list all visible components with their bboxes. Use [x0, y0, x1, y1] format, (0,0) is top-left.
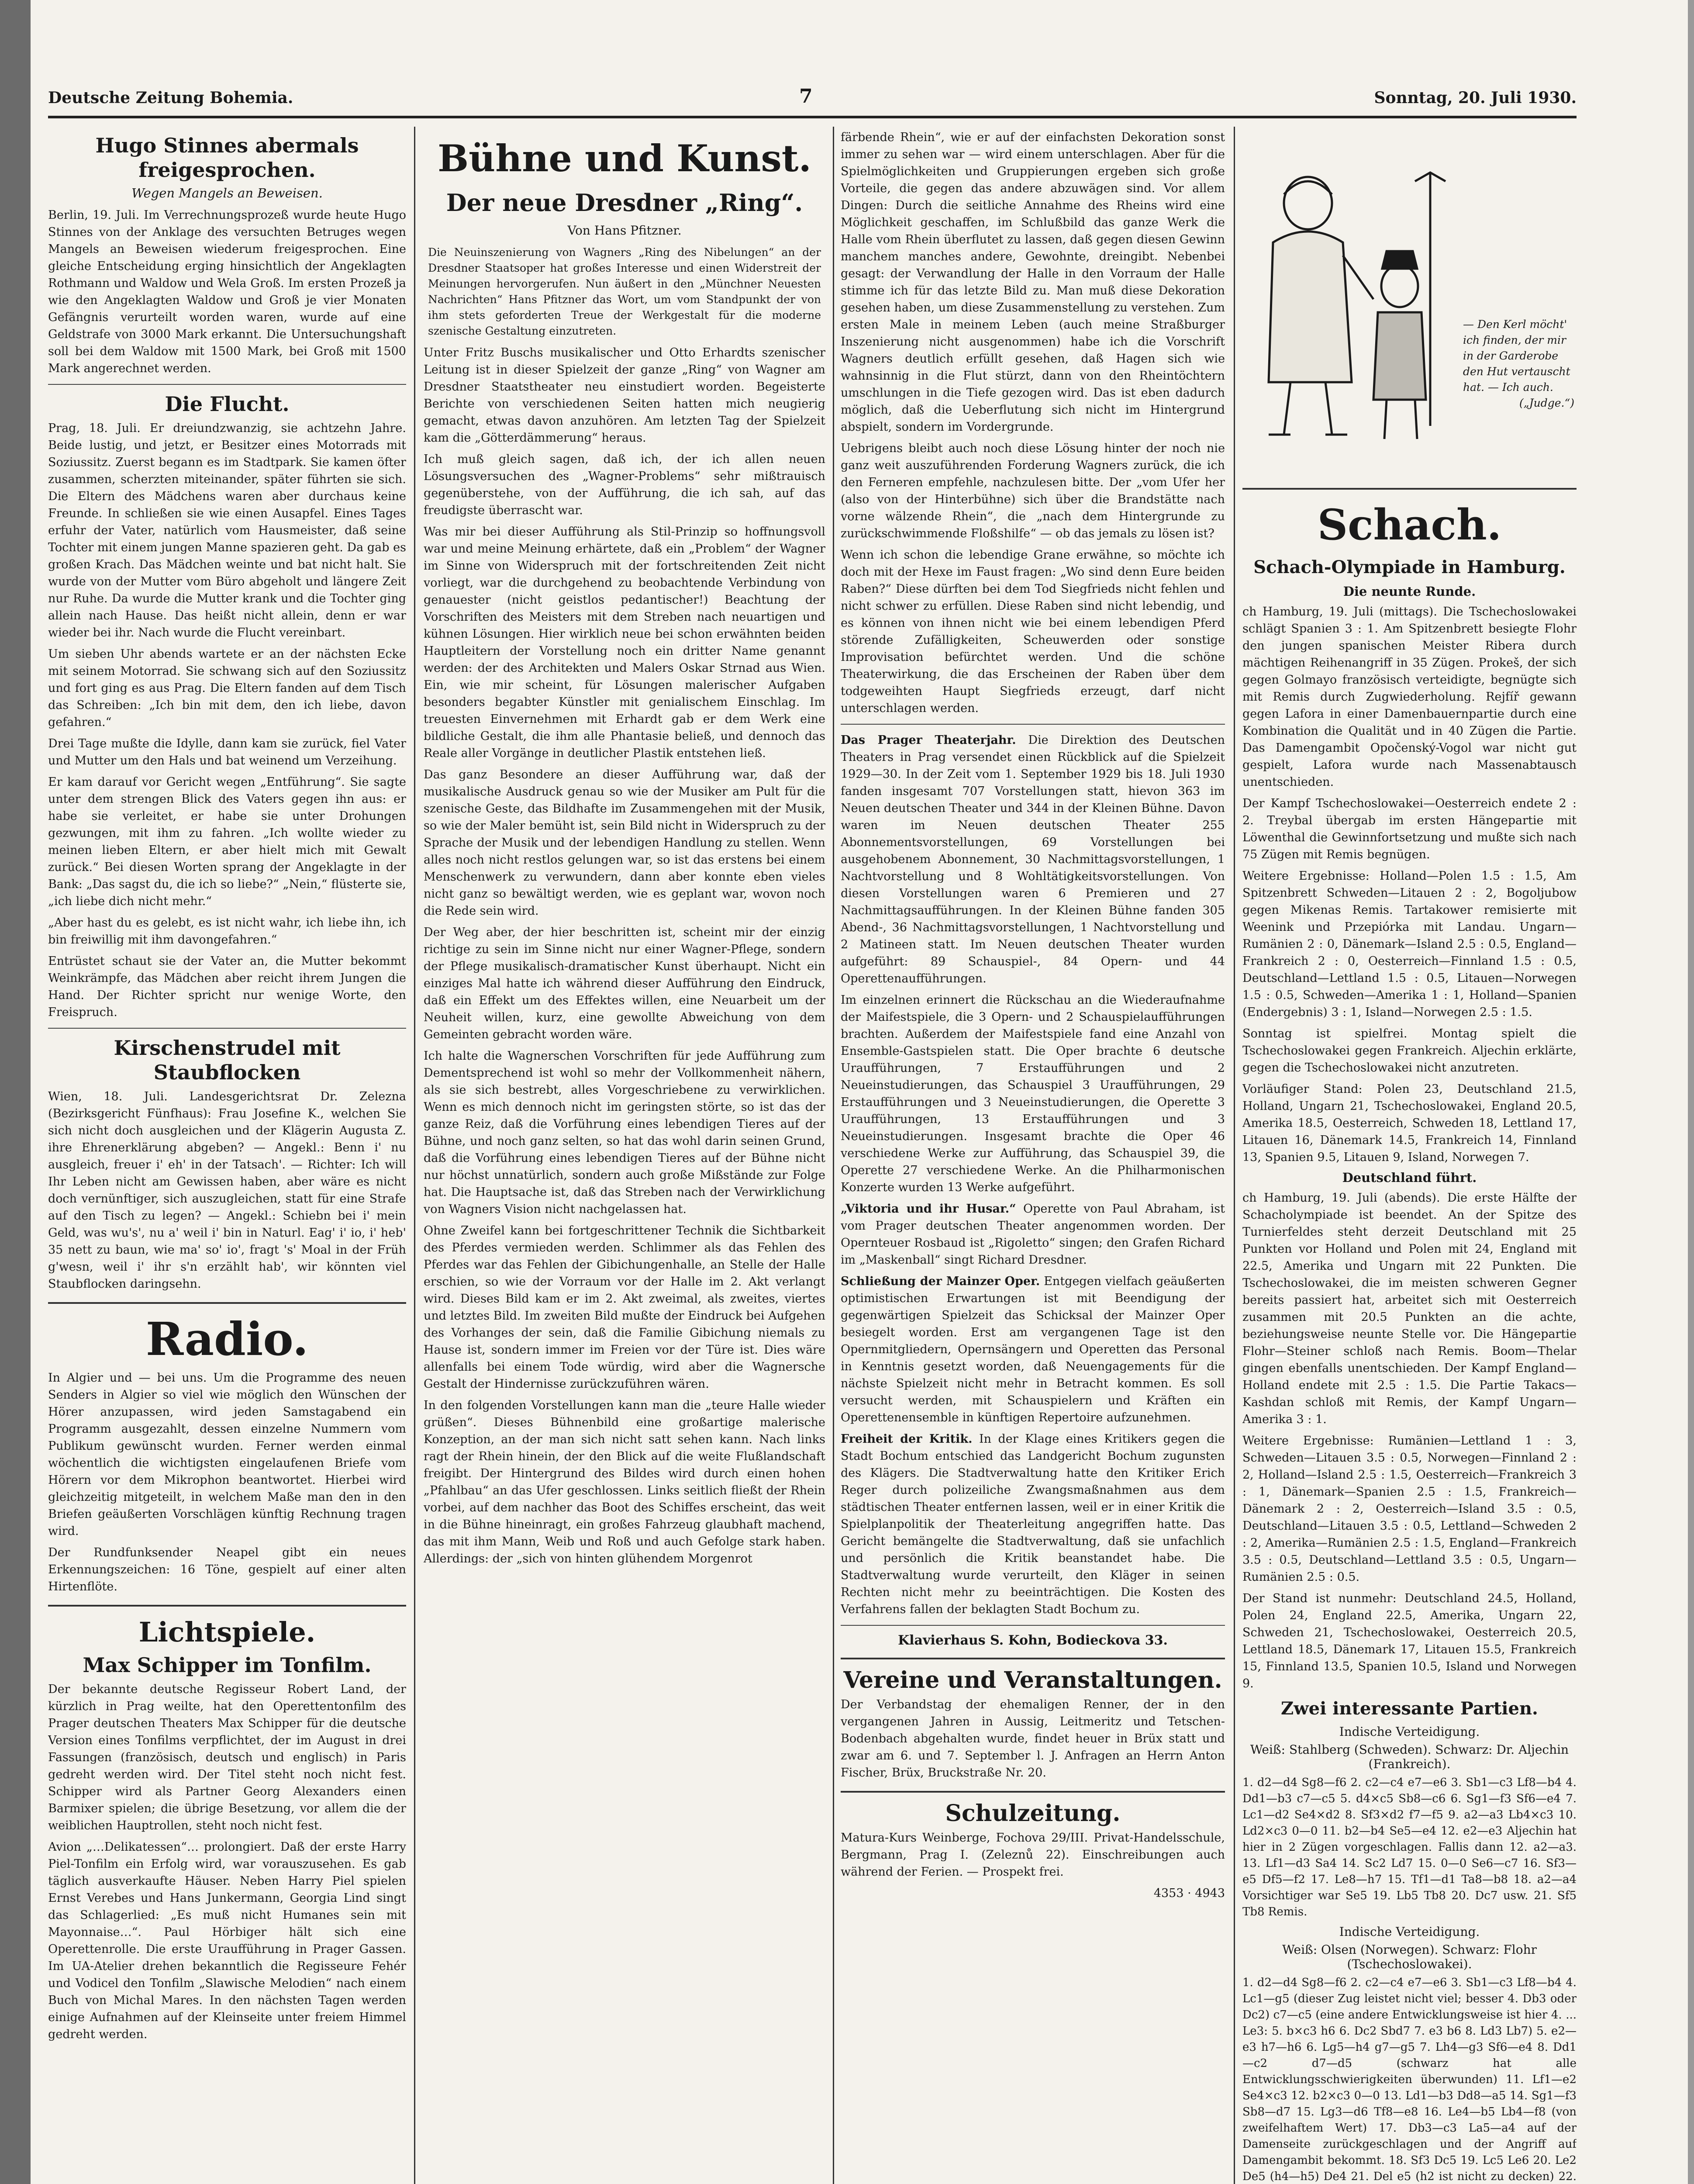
game-moves: 1. d2—d4 Sg8—f6 2. c2—c4 e7—e6 3. Sb1—c3 Lf8—b4 4. Lc1—g5 (dieser Zug leistet nicht viel; besser 4. Db3 oder Dc2) c7—c5 (eine andere Entwicklungsweise ist hier 4. ... Le3: 5. b×c3 h6 6. Dc2 Sbd7 7. e3 b6 8. Ld3 Lb7) 5. e2—e3 h7—h6 6. Lg5—h4 g7—g5 7. Lh4—g3 Sf6—e4 8. Dd1—c2 d7—d5 (schwarz hat alle Entwicklungsschwierigkeiten überwunden) 11. Lf1—e2 Se4×c3 12. b2×c3 0—0 13. Ld1—b3 Dd8—a5 14. Sg1—f3 Sb8—d7 15. Lg3—d6 Tf8—e8 16. Le4—b5 Lb4—f8 (von zweifelhaftem Wert) 17. Db3—c3 La5—a4 auf der Damenseite zurückgeschlagen und der Angriff auf Damengambit bekommt. 18. Sf3 Dc5 19. Lc5 Le6 20. Le2 De5 (h4—h5) De4 21. Del e5 (h2 ist nicht zu decken) 22.	[1242, 1976, 1577, 2183]
news-text: Entgegen vielfach geäußerten optimistischen Erwartungen ist mit Beendigung der gegenwärtigen Spielzeit das Schicksal der Mainzer Oper besiegelt worden. Erst am vergangenen Tage ist den Opernmitgliedern, Opernsängern und Operetten das Personal in Kenntnis gesetzt worden, daß Neuengagements für die nächste Spielzeit nicht mehr in Betracht kommen. Es soll versucht werden, mit Schauspielern und Kräften ein Operettenensemble in künftigen Repertoire aufzunehmen.	[841, 1275, 1225, 1424]
article-text: Wenn ich schon die lebendige Grane erwähne, so möchte ich doch mit der Hexe im Faust fragen: „Wo sind denn Eure beiden Raben?“ Diese dürften bei dem Tod Siegfrieds nicht fehlen und nicht schwer zu erfüllen. Diese Raben sind nicht lebendig, und es können von ihnen nicht wie bei einem lebendigen Pferd störende Zufälligkeiten, Scheuwerden oder sonstige Improvisation befürchtet werden. Und die schöne Theaterwirkung, die das Erscheinen der Raben über dem todgeweihten Haupt Siegfrieds erzeugt, darf nicht unterschlagen werden.	[841, 548, 1225, 715]
article-text: ch Hamburg, 19. Juli (mittags). Die Tschechoslowakei schlägt Spanien 3 : 1. Am Spitzenbrett besiegte Flohr den jungen spanischen Meister Ribera durch mächtigen Reihenangriff in 35 Zügen. Prokeš, der sich gegen Golmayo französisch verteidigte, begnügte sich mit Remis durch Zugwiederholung. Rejfíř gewann gegen Lafora in einer Damenbauernpartie durch eine Kombination die Qualität und in 40 Zügen die Partie. Das Damengambit Opočenský-Vogol war nicht gut gespielt, Lafora wurde nach Massenabtausch unentschieden.	[1242, 605, 1577, 789]
article-text: ch Hamburg, 19. Juli (abends). Die erste Hälfte der Schacholympiade ist beendet. An der Spitze des Turnierfeldes steht derzeit Deutschland mit 25 Punkten vor Holland und Polen mit 24, England mit 22.5, Amerika und Ungarn mit 22 Punkten. Die Tschechoslowakei, die im meisten schweren Gegner bereits passiert hat, arbeitet sich mit Oesterreich zusammen mit 20.5 Punkten an die achte, beziehungsweise neunte Stelle vor. Die Hängepartie Flohr—Steiner schloß nach Remis. Boom—Thelar gingen ebenfalls unentschieden. Der Kampf England—Holland endete mit 2.5 : 1.5. Die Partie Takacs—Kashdan schloß mit Remis, der Kampf Ungarn—Amerika 3 : 1.	[1242, 1191, 1577, 1426]
article-subtitle: Deutschland führt.	[1342, 1170, 1477, 1185]
article-text: In den folgenden Vorstellungen kann man die „teure Halle wieder grüßen“. Dieses Bühnenbild eine großartige malerische Konzeption, an der man sich nicht satt sehen kann. Nach links ragt der Rhein hinein, der den Blick auf die weite Flußlandschaft freigibt. Der Hintergrund des Bildes wird durch einen hohen „Pfahlbau“ an das Ufer geschlossen. Links seitlich fließt der Rhein vorbei, auf dem nachher das Boot des Schiffes erscheint, das weit in die Bühne hineinragt, ein großes Fahrzeug glaubhaft machend, das mit ihm Mann, Weib und Roß und auch Gefolge stark haben. Allerdings: der „sich von hinten glühendem Morgenrot	[424, 1399, 825, 1565]
game-moves: 1. d2—d4 Sg8—f6 2. c2—c4 e7—e6 3. Sb1—c3 Lf8—b4 4. Dd1—b3 c7—c5 5. d4×c5 Sb8—c6 6. Sg1—f3 Sf6—e4 7. Lc1—d2 Se4×d2 8. Sf3×d2 f7—f5 9. a2—a3 Lb4×c3 10. Ld2×c3 0—0 11. b2—b4 Se5—e4 12. e2—e3 Aljechin hat hier in 2 Zügen vorgeschlagen. Fallis dann 12. a2—a3. 13. Lf1—d3 Sa4 14. Sc2 Ld7 15. 0—0 Se6—c7 16. Sf3—e5 Df5—f2 17. Le8—h7 15. Tf1—d1 Ta8—b8 18. a2—a4 Vorsichtiger war Se5 19. Lb5 Tb8 20. Dc7 usw. 21. Sf5 Tb8 Remis.	[1242, 1776, 1577, 1918]
article-text: In Algier und — bei uns. Um die Programme des neuen Senders in Algier so viel wie möglich den Wünschen der Hörer anzupassen, wird jeden Samstagabend ein Programm ausgezahlt, dessen einzelne Nummern vom Publikum gewünscht wurden. Ferner werden einmal wöchentlich die wichtigsten eingelaufenen Briefe vom Hörern vor dem Mikrophon beantwortet. Hierbei wird gleichzeitig mitgeteilt, in welchem Maße man den in den Briefen geäußerten Vorschlägen künftig Rechnung tragen wird.	[48, 1371, 406, 1538]
cartoon	[1242, 155, 1577, 478]
article-text: Der Rundfunksender Neapel gibt ein neues Erkennungszeichen: 16 Töne, gespielt auf einer alten Hirtenflöte.	[48, 1546, 406, 1593]
section-title-radio: Radio.	[145, 1312, 309, 1366]
column-1	[48, 129, 406, 2184]
man-head-icon	[1381, 265, 1418, 307]
article-subtitle: Die neunte Runde.	[1343, 584, 1476, 599]
article-text: Berlin, 19. Juli. Im Verrechnungsprozeß wurde heute Hugo Stinnes von der Anklage des versuchten Betruges wegen Mangels an Beweisen wiederum freigesprochen. Eine gleiche Entscheidung erging hinsichtlich der Angeklagten Rothmann und Waldow und Wela Groß. Im ersten Prozeß ja wie den Angeklagten Waldow und Groß je vier Monaten Gefängnis verurteilt worden waren, wurde auf eine Geldstrafe von 3000 Mark erkannt. Die Untersuchungshaft soll bei dem Waldow mit 1500 Mark, bei Groß mit 1500 Mark angerechnet werden.	[48, 208, 406, 375]
divider	[48, 384, 406, 385]
news-text: Operette von Paul Abraham, ist vom Prager deutschen Theater angenommen worden. Der Opernteuer Rosbaud ist „Rigoletto“ singen; den Grafen Richard im „Maskenball“ singt Richard Dresdner.	[841, 1202, 1225, 1267]
article-text: Weitere Ergebnisse: Holland—Polen 1.5 : 1.5, Am Spitzenbrett Schweden—Litauen 2 : 2, Bogoljubow gegen Mikenas Remis. Tartakower remisierte mit Weenink und Przepiórka mit Landau. Ungarn—Rumänien 2 : 0, Dänemark—Island 2.5 : 0.5, England—Frankreich 2 : 0, Oesterreich—Finnland 1.5 : 0.5, Deutschland—Lettland 1.5 : 0.5, Litauen—Norwegen 1.5 : 0.5, Schweden—Amerika 1 : 1, Holland—Spanien (Endergebnis) 3 : 1, Island—Norwegen 2.5 : 1.5.	[1242, 869, 1577, 1019]
article-title: Hugo Stinnes abermals freigesprochen.	[95, 134, 359, 182]
column-4	[1242, 129, 1577, 2184]
game-opening: Indische Verteidigung.	[1339, 1925, 1480, 1939]
article-title: Kirschenstrudel mit Staubflocken	[114, 1036, 341, 1084]
column-rule	[414, 127, 415, 2184]
news-text: In der Klage eines Kritikers gegen die Stadt Bochum entschied das Landgericht Bochum zugunsten des Klägers. Die Stadtverwaltung hatte den Kritiker Erich Reger durch polizeiliche Zwangsmaßnahmen aus dem städtischen Theater entfernen lassen, weil er in einer Kritik die Spielplanpolitik der Theaterleitung angegriffen hatte. Das Gericht bemängelte die Stadtverwaltung, daß sie unfachlich und persönlich die Kritik beanstandet habe. Die Stadtverwaltung wurde verurteilt, den Kläger in seinen Rechten nicht mehr zu beeinträchtigen. Die Kosten des Verfahrens fallen der beklagten Stadt Bochum zu.	[841, 1432, 1225, 1616]
divider	[841, 1658, 1225, 1659]
article-text: Prag, 18. Juli. Er dreiundzwanzig, sie achtzehn Jahre. Beide lustig, und jetzt, er Besitzer eines Motorrads mit Soziussitz. Zuerst begann es im Stadtpark. Sie kamen öfter zusammen, scherzten miteinander, später führten sie sich. Die Eltern des Mädchens waren aber durchaus keine Freunde. In schließen sie wie einen Ausapfel. Eines Tages erfuhr der Vater, natürlich vom Hausmeister, daß seine Tochter mit einem jungen Manne spazieren geht. Da gab es großen Krach. Das Mädchen weinte und bat nicht halt. Sie wurde von der Mutter vom Büro abgeholt und längere Zeit nur Ruhe. Da wurde die Mutter krank und die Tochter ging allein nach Hause. Das heißt nicht allein, denn er war wieder bei ihr. Nach wurde die Flucht vereinbart.	[48, 422, 406, 639]
article-text: Wien, 18. Juli. Landesgerichtsrat Dr. Zelezna (Bezirksgericht Fünfhaus): Frau Josefine K., welchen Sie sich nicht doch ausgleichen und der Klägerin Augusta Z. ihre Ehrenerklärung abgeben? — Angekl.: Benn i' nu ausgleich, freuer i' eh' in der Tatsach'. — Richter: Ich will Ihr Leben nicht am Gewissen haben, aber wäre es nicht doch vernünftiger, sich auszugleichen, statt für eine Strafe auf den Tisch zu legen? — Angekl.: Schiebn bei i' mein Geld, was wu's', nu a' weil i' bin in Naturl. Eag' i' io, i' heb' 35 nett zu baun, wie ma' so' io', fragt 's' Moal in der Früh g'wesn, weil i' ihr s'n erzählt hab', wir könnten viel Staubflocken daringsehn.	[48, 1090, 406, 1291]
article-text: Im einzelnen erinnert die Rückschau an die Wiederaufnahme der Maifestspiele, die 3 Opern- und 2 Schauspielaufführungen brachten. Außerdem der Maifestspiele fand eine Anzahl von Ensemble-Gastspielen statt. Die Oper brachte 6 deutsche Uraufführungen, 7 Erstaufführungen und 2 Neueinstudierungen, das Schauspiel 3 Uraufführungen, 29 Erstaufführungen und 3 Neueinstudierungen, die Operette 3 Uraufführungen, 13 Erstaufführungen und 3 Neueinstudierungen. Insgesamt brachte die Oper 46 verschiedene Werke zur Aufführung, das Schauspiel 39, die Operette 27 verschiedene Werke. An die Philharmonischen Konzerte wurden 13 Werke aufgeführt.	[841, 993, 1225, 1194]
divider	[841, 1625, 1225, 1626]
news-item	[841, 1200, 1225, 1268]
cartoon-credit: („Judge.“)	[1519, 397, 1574, 409]
column-rule	[1234, 127, 1235, 2184]
article-text: Der Kampf Tschechoslowakei—Oesterreich endete 2 : 2. Treybal übergab im ersten Hängepartie mit Löwenthal die Gewinnfortsetzung und mußte sich nach 75 Zügen mit Remis begnügen.	[1242, 797, 1577, 861]
article-text: Der bekannte deutsche Regisseur Robert Land, der kürzlich in Prag weilte, hat den Operettentonfilm des Prager deutschen Theaters Max Schipper für die deutsche Version eines Tonfilms verpflichtet, der im August in drei Fassungen (französisch, deutsch und englisch) in Paris gedreht werden wird. Der Titel steht noch nicht fest. Schipper wird als Partner Georg Alexanders einen Barmixer spielen; die übrige Besetzung, vor allem die der weiblichen Hauptrollen, steht noch nicht fest.	[48, 1683, 406, 1832]
cartoon-caption: — Den Kerl möcht' ich finden, der mir in der Garderobe den Hut vertauscht hat. — Ich auch. („Judge.“)	[1463, 317, 1574, 411]
article-text: Was mir bei dieser Aufführung als Stil-Prinzip so hoffnungsvoll war und meine Meinung erhärtete, daß ein „Problem“ der Wagner im Sinne von Widerspruch mit der fortschreitenden Zeit nicht vorliegt, war die durchgehend zu beobachtende Verbindung von genauester (nicht geistlos pedantischer!) Beachtung der Vorschriften des Meisters mit dem Streben nach neuartigen und kühnen Lösungen. Hier wirklich neue bei schon erwähnten beiden Hauptleitern der Vorstellung noch ein dritter Name genannt werden: der des Architekten und Malers Oskar Strnad aus Wien. Ein, wie mir scheint, für Lösungen malerischer Aufgaben besonders begabter Künstler mit genialischem Einschlag. Im treuesten Einvernehmen mit Erhardt gab er dem Werk eine bildliche Gestalt, die ihm alle Phantasie beließ, und dennoch das Reale aller Vorgänge in deutlicher Plastik entstehen ließ.	[424, 525, 825, 760]
article-subtitle: Wegen Mangels an Beweisen.	[131, 186, 323, 200]
article-text: Ich halte die Wagnerschen Vorschriften für jede Aufführung zum Dementsprechend ist wohl so mehr der Vollkommenheit nähern, als sie sich bestrebt, alles Vorgeschriebene zu verwirklichen. Wenn es mich dennoch nicht im geringsten störte, so ist das der ganze Reiz, daß die Vorführung eines lebendigen Tieres auf der Bühne, und noch ganz selten, so hat das wohl darin seinen Grund, daß die Vorführung eines lebendigen Tieres auf der Bühne nicht nur höchst unnatürlich, sondern auch große Mißstände zur Folge hat. Die Hauptsache ist, daß das Streben nach der Verwirklichung von Wagners Vision nicht nachgelassen hat.	[424, 1049, 825, 1216]
game-players: Weiß: Olsen (Norwegen). Schwarz: Flohr (Tschechoslowakei).	[1282, 1942, 1537, 1971]
article-text: Das ganz Besondere an dieser Aufführung war, daß der musikalische Ausdruck genau so wie der Musiker am Pult für die szenische Geste, das Bildhafte im Zusammengehen mit der Musik, so wie der Maler bemüht ist, sein Bild nicht in Widerspruch zu der Sprache der Musik und der lebendigen Handlung zu stellen. Wenn alles noch nicht restlos gelungen war, so ist das erstens bei einem Menschenwerk zu verwundern, dann aber konnte eben vieles nicht ganz so bewältigt werden, wie es geplant war, wovon noch die Rede sein wird.	[424, 768, 825, 918]
article-text: Um sieben Uhr abends wartete er an der nächsten Ecke mit seinem Motorrad. Sie schwang sich auf den Soziussitz und fort ging es aus Prag. Die Eltern fanden auf dem Tisch das Schreiben: „Ich bin mit dem, den ich liebe, davon gefahren.“	[48, 647, 406, 729]
page-header	[48, 85, 1577, 118]
byline: Von Hans Pfitzner.	[567, 223, 682, 238]
article-text: Unter Fritz Buschs musikalischer und Otto Erhardts szenischer Leitung ist in dieser Spielzeit der ganze „Ring“ von Wagner am Dresdner Staatstheater neu einstudiert worden. Begeisterte Berichte von verschiedenen Seiten hatten mich neugierig gemacht, etwas davon anzuhören. Am letzten Tag der Spielzeit kam die „Götterdämmerung“ heraus.	[424, 346, 825, 445]
divider	[48, 1302, 406, 1304]
masthead: Deutsche Zeitung Bohemia.	[48, 89, 293, 107]
article-text: Matura-Kurs Weinberge, Fochova 29/III. Privat-Handelsschule, Bergmann, Prag I. (Zeleznů 22). Einschreibungen auch während der Ferien. — Prospekt frei.	[841, 1831, 1225, 1879]
issue-date: Sonntag, 20. Juli 1930.	[1374, 89, 1577, 107]
section-title-schach: Schach.	[1317, 500, 1502, 549]
column-3	[841, 129, 1225, 2184]
article-intro: Die Neuinszenierung von Wagners „Ring des Nibelungen“ an der Dresdner Staatsoper hat großes Interesse und einen Widerstreit der Meinungen hervorgerufen. Nun äußert in den „Münchner Neuesten Nachrichten“ Hans Pfitzner das Wort, um vom Standpunkt der von ihm stets geforderten Treue der Werkgestalt für die moderne szenische Gestaltung einzutreten.	[428, 246, 821, 337]
article-text: Ohne Zweifel kann bei fortgeschrittener Technik die Sichtbarkeit des Pferdes vermieden werden. Schlimmer als das Fehlen des Pferdes war das Fehlen der Gibichungenhalle, an Stelle der Halle erschien, so wie der Vorraum vor der Halle im 2. Akt verlangt wird. Dieses Bild kam er im 2. Akt zweimal, als zweites, viertes und letztes Bild. Im zweiten Bild mußte der Eindruck bei Aufgehen des Vorhanges der sein, daß die Familie Gibichung niemals zu Hause ist, sondern immer im Freien vor der Türe ist. Dies wäre allenfalls bei einem Tode würdig, wird aber die Wagnersche Gestalt der Hindernisse zurückzuführen wären.	[424, 1224, 825, 1391]
scan-edge	[0, 0, 31, 2184]
article-text: Der Weg aber, der hier beschritten ist, scheint mir der einzig richtige zu sein im Sinne nicht nur einer Wagner-Pflege, sondern der Pflege musikalisch-dramatischer Kunst überhaupt. Nicht ein einziges Mal hatte ich während dieser Aufführung den Eindruck, daß ein Effekt um des Effektes willen, eine Neuarbeit um der Neuheit willen, kurz, eine gewollte Abweichung von dem Gemeinten gebracht worden wäre.	[424, 926, 825, 1041]
cartoon-drawing	[1242, 155, 1461, 461]
article-text: Der Verbandstag der ehemaligen Renner, der in den vergangenen Jahren in Aussig, Leitmeritz und Tetschen-Bodenbach abgehalten wurde, findet heuer in Brüx statt und zwar am 6. und 7. September l. J. Anfragen an Herrn Anton Fischer, Brüx, Bruckstraße Nr. 20.	[841, 1698, 1225, 1780]
scan-edge	[1688, 0, 1694, 2184]
news-head: Schließung der Mainzer Oper.	[841, 1275, 1040, 1288]
divider	[48, 1028, 406, 1029]
ad-number: 4353 · 4943	[1153, 1887, 1225, 1900]
article-text: Weitere Ergebnisse: Rumänien—Lettland 1 : 3, Schweden—Litauen 3.5 : 0.5, Norwegen—Finnland 2 : 2, Holland—Island 2.5 : 1.5, Oesterreich—Frankreich 3 : 1, Dänemark—Spanien 2.5 : 1.5, Frankreich—Dänemark 2 : 2, Oesterreich—Island 3.5 : 0.5, Deutschland—Litauen 3.5 : 0.5, Lettland—Schweden 2 : 2, Amerika—Rumänien 2.5 : 1.5, England—Frankreich 3.5 : 0.5, Deutschland—Lettland 3.5 : 0.5, Ungarn—Rumänien 2.5 : 0.5.	[1242, 1434, 1577, 1584]
divider	[841, 1791, 1225, 1793]
divider	[841, 724, 1225, 725]
advertisement: Klavierhaus S. Kohn, Bodieckova 33.	[898, 1633, 1168, 1648]
article-text: Entrüstet schaut sie der Vater an, die Mutter bekommt Weinkrämpfe, das Mädchen aber reicht ihrem Jungen die Hand. Der Richter spricht nur wenige Worte, den Freispruch.	[48, 954, 406, 1019]
news-head: Freiheit der Kritik.	[841, 1432, 973, 1446]
column-rule	[833, 127, 834, 2184]
article-text: färbende Rhein“, wie er auf der einfachsten Dekoration sonst immer zu sehen war — wird einem unterschlagen. Aber für die Spielmöglichkeiten und Gruppierungen ergeben sich große Vorteile, die gegen das andere abzuwägen sind. Vor allem Dingen: Durch die seitliche Annahme des Rheins wird eine Möglichkeit geschaffen, im Schlußbild das ganze Werk die Halle vom Rhein überflutet zu lassen, daß gegen diesen Gewinn manchem manches andere, Gewohnte, dreingibt. Nebenbei gesagt: der Verwandlung der Halle in den Vorraum der Halle stimme ich für das letzte Bild zu. Man muß diese Dekoration gesehen haben, um diese Zusammenstellung zu verstehen. Zum ersten Male in meinem Leben (auch meine Straßburger Inszenierung nicht ausgenommen) habe ich die Vorschrift Wagners deutlich erfüllt gesehen, daß Hagen sich wie wahnsinnig in die Flut stürzt, dann von den Rheintöchtern umschlungen in die Tiefe gezogen wird. Das ist eben dadurch möglich, daß die Ueberflutung sich nicht im Hintergrund abspielt, sondern im Vordergrunde.	[841, 131, 1225, 434]
article-text: Er kam darauf vor Gericht wegen „Entführung“. Sie sagte unter dem strengen Blick des Vaters gegen ihn aus: er habe sie verleitet, er habe sie unter Drohungen gezwungen, mit ihm zu fahren. „Ich wollte wieder zu meinen lieben Eltern, er aber hielt mich mit Gewalt zurück.“ Bei diesen Worten sprang der Angeklagte in der Bank: „Das sagst du, die ich so liebe?“ „Nein,“ flüsterte sie, „ich liebe dich nicht mehr.“	[48, 775, 406, 908]
newspaper-page	[48, 74, 1577, 2184]
article-text: Der Stand ist nunmehr: Deutschland 24.5, Holland, Polen 24, England 22.5, Amerika, Ungarn 22, Schweden 21, Tschechoslowakei, Oesterreich 20.5, Lettland 18.5, Dänemark 17, Litauen 15.5, Frankreich 15, Finnland 13.5, Spanien 10.5, Island und Norwegen 9.	[1242, 1592, 1577, 1690]
article-text: „Aber hast du es gelebt, es ist nicht wahr, ich liebe ihn, ich bin freiwillig mit ihm davongefahren.“	[48, 916, 406, 947]
section-title-lichtspiele: Lichtspiele.	[138, 1616, 316, 1648]
news-head: Das Prager Theaterjahr.	[841, 733, 1016, 747]
column-2	[424, 129, 825, 2184]
man-head-icon	[1284, 177, 1332, 229]
news-head: „Viktoria und ihr Husar.“	[841, 1202, 1016, 1216]
article-title: Zwei interessante Partien.	[1281, 1698, 1538, 1719]
section-title-vereine: Vereine und Veranstaltungen.	[843, 1667, 1222, 1693]
article-text: Drei Tage mußte die Idylle, dann kam sie zurück, fiel Vater und Mutter um den Hals und bat weinend um Verzeihung.	[48, 737, 406, 767]
game-players: Weiß: Stahlberg (Schweden). Schwarz: Dr. Aljechin (Frankreich).	[1250, 1742, 1569, 1771]
article-title: Schach-Olympiade in Hamburg.	[1253, 557, 1566, 577]
article-title: Die Flucht.	[165, 392, 290, 416]
article-text: Vorläufiger Stand: Polen 23, Deutschland 21.5, Holland, Ungarn 21, Tschechoslowakei, England 20.5, Amerika 18.5, Oesterreich, Schweden 18, Lettland 17, Litauen 16, Dänemark 14.5, Frankreich 14, Finnland 13, Spanien 9.5, Litauen 9, Island, Norwegen 7.	[1242, 1082, 1577, 1164]
page-number: 7	[799, 85, 813, 107]
article-text: Avion „…Delikatessen“… prolongiert. Daß der erste Harry Piel-Tonfilm ein Erfolg wird, war vorauszusehen. Es gab täglich ausverkaufte Häuser. Neben Harry Piel spielen Ernst Verebes und Hans Junkermann, Georgia Lind singt das Schlagerlied: „Es muß nicht Humanes sein mit Mayonnaise…“. Paul Hörbiger hält sich eine Operettenrolle. Die erste Uraufführung in Prager Gassen. Im UA-Atelier drehen bekanntlich die Regisseure Fehér und Vodicel den Tonfilm „Slawische Melodien“ nach einem Buch von Michal Mares. In den nächsten Tagen werden einige Aufnahmen auf der Kleinseite unter freiem Himmel gedreht werden.	[48, 1840, 406, 2041]
article-text: Sonntag ist spielfrei. Montag spielt die Tschechoslowakei gegen Frankreich. Aljechin erklärte, gegen die Tschechoslowakei nicht anzutreten.	[1242, 1027, 1577, 1075]
news-text: Die Direktion des Deutschen Theaters in Prag versendet einen Rückblick auf die Spielzeit 1929—30. In der Zeit vom 1. September 1929 bis 18. Juli 1930 fanden insgesamt 707 Vorstellungen statt, hievon 363 im Neuen deutschen Theater und 344 in der Kleinen Bühne. Davon waren im Neuen deutschen Theater 255 Abonnementsvorstellungen, 69 Vorstellungen bei ausgehobenem Abonnement, 30 Nachmittagsvorstellungen, 1 Nachtvorstellung und 8 Wohltätigkeitsvorstellungen. Von diesen Vorstellungen waren 6 Premieren und 27 Nachmittagsaufführungen. In der Kleinen Bühne fanden 305 Abend-, 36 Nachmittagsvorstellungen, 1 Nachtvorstellung und 2 Matineen statt. Im Neuen deutschen Theater wurden aufgeführt: 89 Schauspiel-, 84 Opern- und 44 Operettenaufführungen.	[841, 733, 1225, 985]
news-item	[841, 732, 1225, 987]
news-item	[841, 1431, 1225, 1618]
section-title-schulzeitung: Schulzeitung.	[945, 1800, 1121, 1827]
article-title: Der neue Dresdner „Ring“.	[446, 189, 803, 217]
article-title: Max Schipper im Tonfilm.	[83, 1653, 372, 1677]
divider	[48, 1605, 406, 1607]
article-text: Uebrigens bleibt auch noch diese Lösung hinter der noch nie ganz weit auszuführenden Forderung Wagners zurück, die ich den Ferneren empfehle, nachzulesen bitte. Der „vom Ufer her (also von der Hinterbühne) sich über die Brandstätte nach vorne wälzende Rhein“, die „nach dem Hintergrunde zu zurückschwimmende Floßshilfe“ — ob das jemals zu lösen ist?	[841, 442, 1225, 540]
news-item	[841, 1273, 1225, 1426]
section-title-buehne: Bühne und Kunst.	[438, 137, 811, 180]
article-text: Ich muß gleich sagen, daß ich, der ich allen neuen Lösungsversuchen des „Wagner-Problems“ sehr mißtrauisch gegenüberstehe, von der Aufführung, die ich sah, auf das freudigste überrascht war.	[424, 453, 825, 517]
divider	[1242, 488, 1577, 490]
game-opening: Indische Verteidigung.	[1339, 1724, 1480, 1739]
